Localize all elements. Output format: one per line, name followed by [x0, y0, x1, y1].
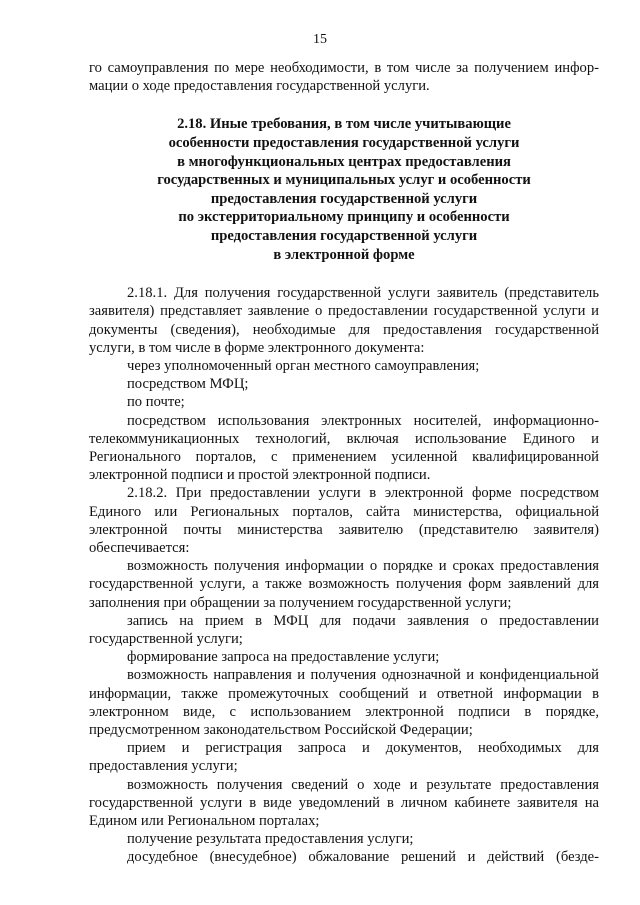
heading-line: по экстерриториальному принципу и особенности: [178, 209, 510, 226]
paragraph: досудебное (внесудебное) обжалование решений и действий (безде-: [127, 849, 599, 866]
page-number: 15: [313, 32, 327, 47]
heading-line: в электронной форме: [273, 246, 415, 263]
heading-line: предоставления государственной услуги: [210, 190, 478, 207]
heading-line: в многофункциональных центрах предоставления: [177, 153, 511, 170]
paragraph: 2.18.1. Для получения государственной услуги заявитель (представитель заявителя) представляет заявление о предоставлении государственной услуги и документы (сведения), необходимые для предоставления государственной услуги, в том числе в форме электронного документа:: [89, 285, 599, 356]
paragraph: по почте;: [127, 394, 185, 411]
paragraph: через уполномоченный орган местного самоуправления;: [127, 357, 480, 374]
paragraph: 2.18.2. При предоставлении услуги в электронной форме посредством Единого или Региональных порталов, сайта министерства, официальной электронной почты министерства заявителю (представителю заявителя) обеспечивается:: [89, 485, 599, 556]
paragraph: формирование запроса на предоставление услуги;: [127, 649, 440, 666]
intro-line: го самоуправления по мере необходимости, в том числе за получением инфор-: [89, 60, 599, 76]
heading-line: государственных и муниципальных услуг и особенности: [157, 172, 531, 189]
paragraph: получение результата предоставления услуги;: [127, 831, 414, 848]
intro-text: [89, 59, 599, 95]
paragraph: посредством МФЦ;: [127, 376, 249, 393]
paragraph: прием и регистрация запроса и документов, необходимых для предоставления услуги;: [89, 740, 599, 775]
intro-line: мации о ходе предоставления государственной услуги.: [89, 78, 430, 95]
section-heading: [89, 115, 599, 264]
paragraph: запись на прием в МФЦ для подачи заявления о предоставлении государственной услуги;: [89, 612, 599, 648]
paragraphs: [89, 284, 599, 867]
heading-line: особенности предоставления государственной услуги: [168, 135, 520, 151]
paragraph: посредством использования электронных носителей, информационно-телекоммуникационных технологий, включая использование Единого и Регионального порталов, с применением усиленной квалифицированной электронной подписи и простой электронной подписи.: [89, 412, 599, 484]
document-body: [89, 59, 599, 867]
heading-line: предоставления государственной услуги: [210, 227, 478, 244]
paragraph: возможность получения сведений о ходе и результате предоставления государственной услуги в виде уведомлений в личном кабинете заявителя на Едином или Региональном порталах;: [89, 776, 599, 830]
paragraph: возможность направления и получения однозначной и конфиденциальной информации, также промежуточных сообщений и ответной информации в электронном виде, с использованием электронной подписи в порядке, предусмотренном законодательством Российской Федерации;: [89, 667, 599, 739]
heading-line: 2.18. Иные требования, в том числе учитывающие: [177, 116, 511, 133]
paragraph: возможность получения информации о порядке и сроках предоставления государственной услуги, а также возможность получения форм заявлений для заполнения при обращении за получением государственной услуги;: [89, 558, 599, 611]
